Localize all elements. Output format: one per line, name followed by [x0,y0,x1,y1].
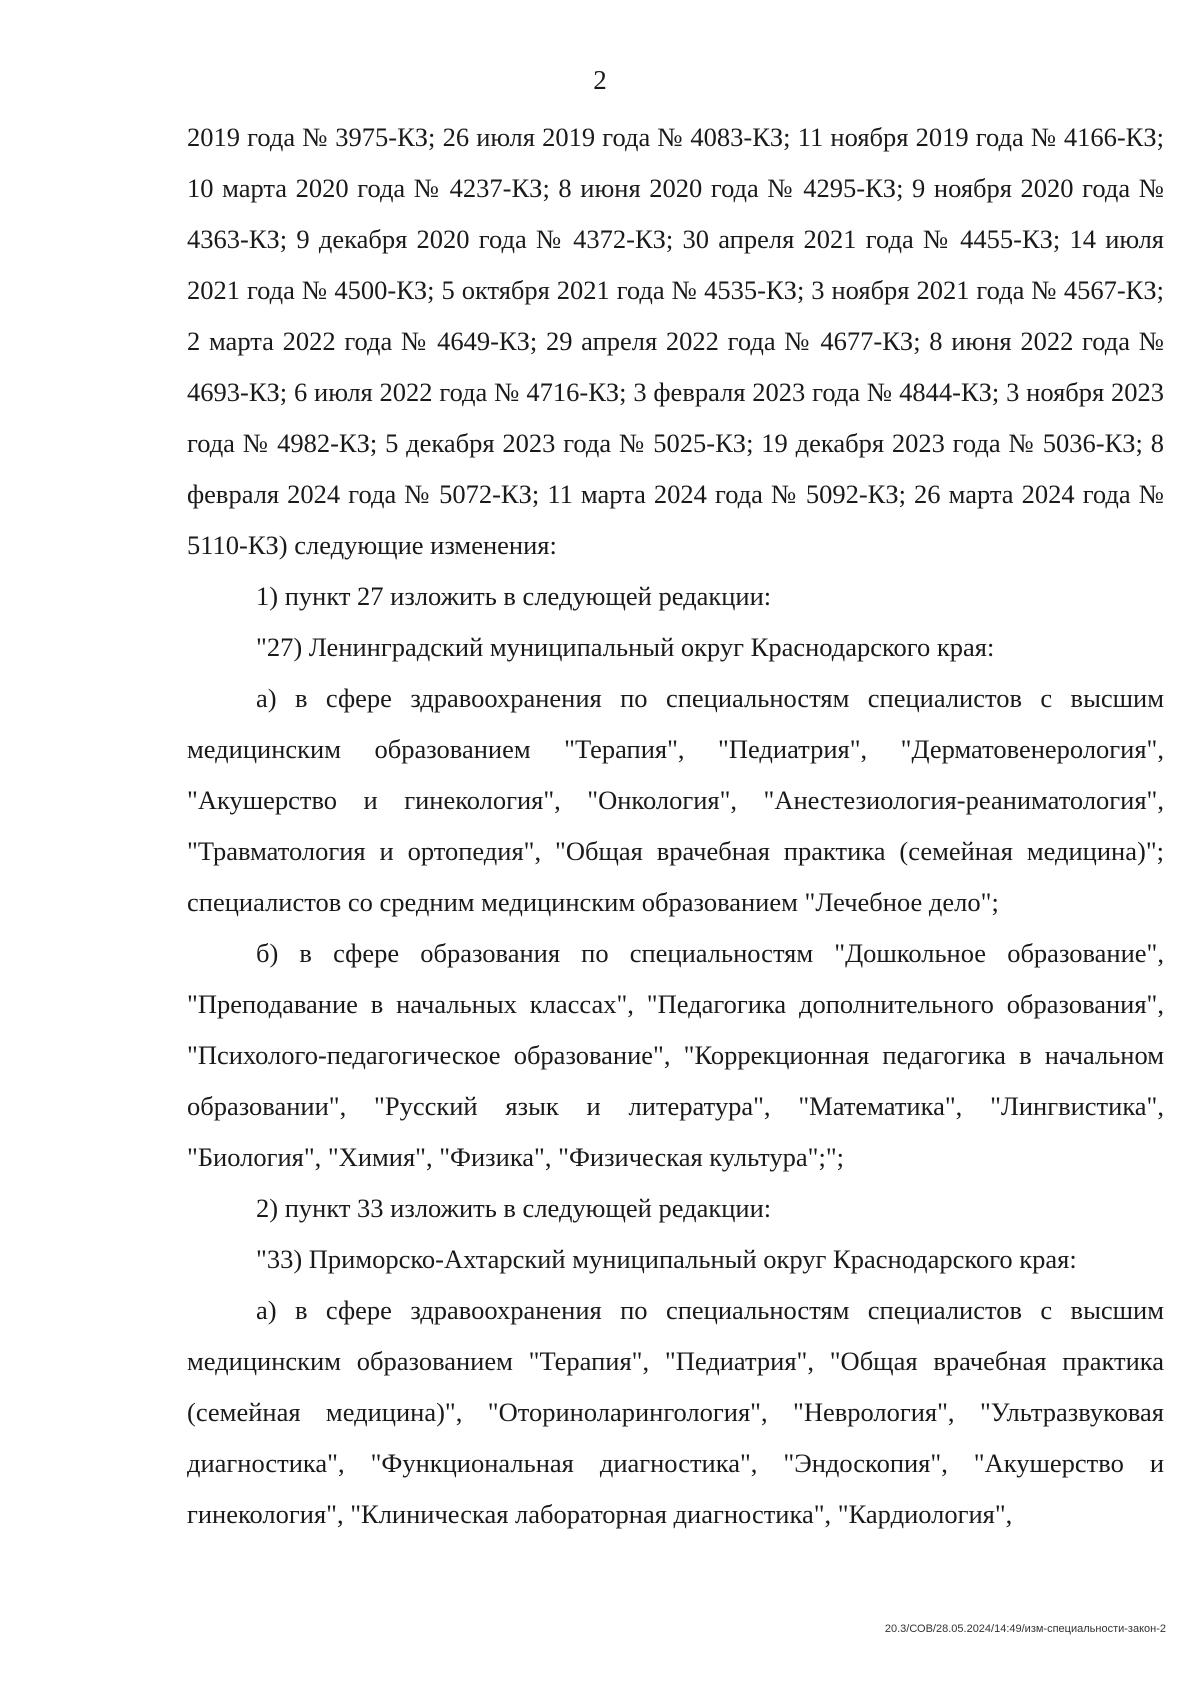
paragraph-item-2-heading: 2) пункт 33 изложить в следующей редакции: [256,1193,772,1223]
paragraph-amendment-list: 2019 года № 3975-КЗ; 26 июля 2019 года № 4083-КЗ; 11 ноября 2019 года № 4166-КЗ; 10 марта 2020 года № 4237-КЗ; 8 июня 2020 года № 4295-КЗ; 9 ноября 2020 года № 4363-КЗ; 9 декабря 2020 года № 4372-КЗ; 30 апреля 2021 года № 4455-КЗ; 14 июля 2021 года № 4500-КЗ; 5 октября 2021 года № 4535-КЗ; 3 ноября 2021 года № 4567-КЗ; 2 марта 2022 года № 4649-КЗ; 29 апреля 2022 года № 4677-КЗ; 8 июня 2022 года № 4693-КЗ; 6 июля 2022 года № 4716-КЗ; 3 февраля 2023 года № 4844-КЗ; 3 ноября 2023 года № 4982-КЗ; 5 декабря 2023 года № 5025-КЗ; 19 декабря 2023 года № 5036-КЗ; 8 февраля 2024 года № 5072-КЗ; 11 марта 2024 года № 5092-КЗ; 26 марта 2024 года № 5110-КЗ) следующие изменения: [187,122,1164,560]
page-number: 2 [593,65,607,95]
paragraph-point-27-healthcare: а) в сфере здравоохранения по специальностям специалистов с высшим медицинским образованием "Терапия", "Педиатрия", "Дерматовенерология", "Акушерство и гинекология", "Онкология", "Анестезиология-реаниматология", "Травматология и ортопедия", "Общая врачебная практика (семейная медицина)"; специалистов со средним медицинским образованием "Лечебное дело"; [187,683,1164,917]
paragraph-item-1-heading: 1) пункт 27 изложить в следующей редакции: [256,581,772,611]
paragraph-point-33-healthcare: а) в сфере здравоохранения по специальностям специалистов с высшим медицинским образованием "Терапия", "Педиатрия", "Общая врачебная практика (семейная медицина)", "Оториноларингология", "Неврология", "Ультразвуковая диагностика", "Функциональная диагностика", "Эндоскопия", "Акушерство и гинекология", "Клиническая лабораторная диагностика", "Кардиология", [187,1295,1164,1529]
paragraph-point-27-title: "27) Ленинградский муниципальный округ Краснодарского края: [256,632,995,662]
footer-document-code: 20.3/СОВ/28.05.2024/14:49/изм-специальности-закон-2 [884,1623,1166,1635]
paragraph-point-33-title: "33) Приморско-Ахтарский муниципальный округ Краснодарского края: [256,1244,1077,1274]
paragraph-point-27-education: б) в сфере образования по специальностям "Дошкольное образование", "Преподавание в начальных классах", "Педагогика дополнительного образования", "Психолого-педагогическое образование", "Коррекционная педагогика в начальном образовании", "Русский язык и литература", "Математика", "Лингвистика", "Биология", "Химия", "Физика", "Физическая культура";"; [187,938,1164,1172]
document-body [187,112,1164,1540]
